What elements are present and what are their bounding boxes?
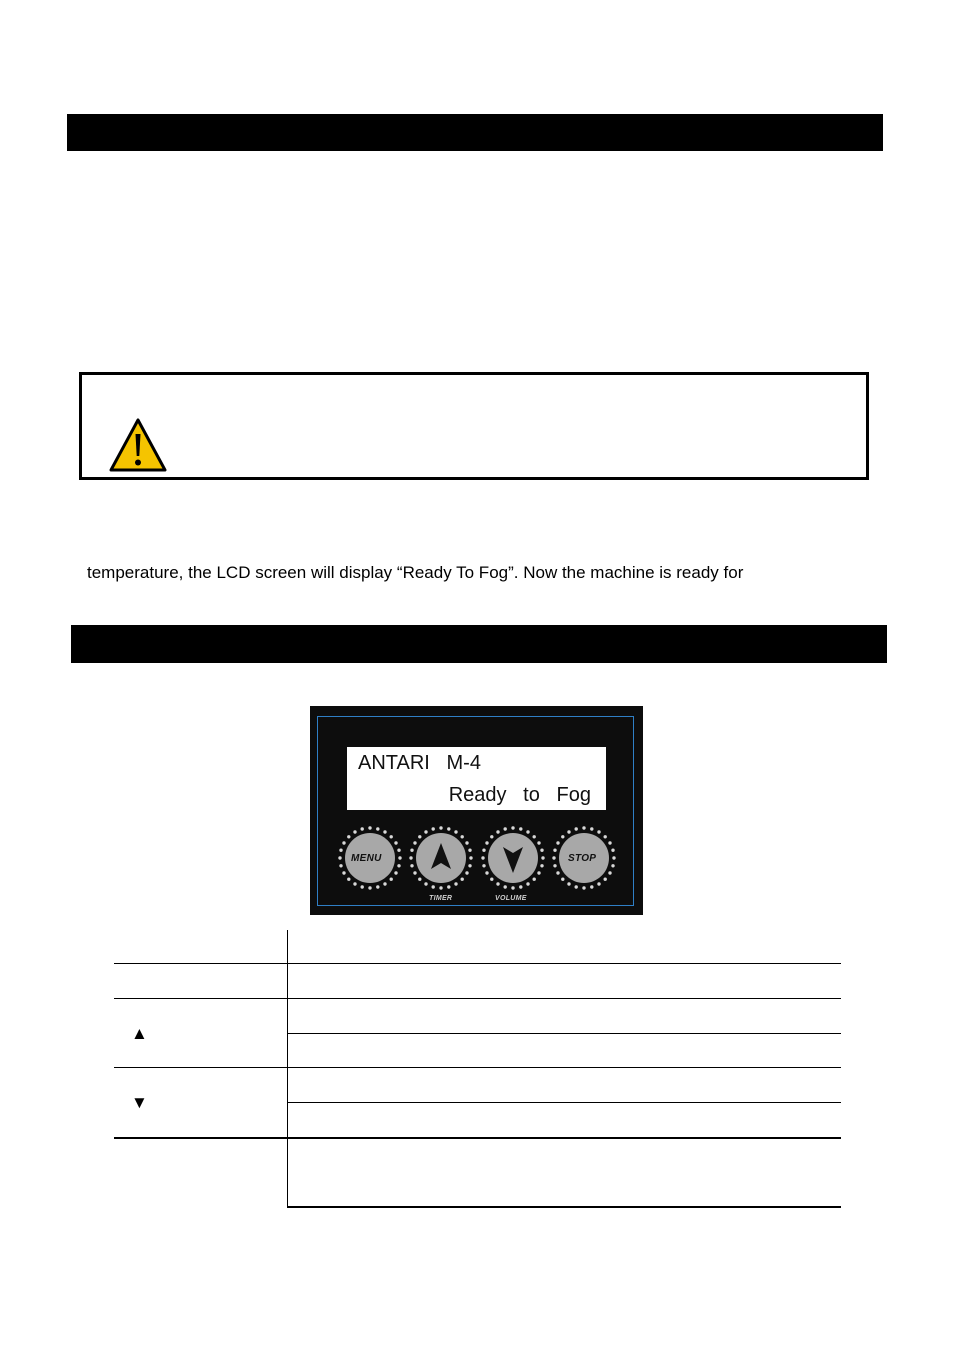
volume-label: VOLUME bbox=[495, 895, 527, 902]
control-panel-image bbox=[310, 706, 643, 915]
up-timer-button bbox=[408, 825, 474, 891]
menu-button-label: MENU bbox=[351, 853, 382, 864]
body-paragraph: temperature, the LCD screen will display “Ready To Fog”. Now the machine is ready for bbox=[87, 563, 744, 582]
warning-triangle-icon bbox=[108, 417, 168, 473]
table-rule bbox=[288, 1102, 841, 1103]
table-rule bbox=[114, 1067, 841, 1068]
table-rule bbox=[288, 1033, 841, 1034]
table-rule bbox=[114, 963, 841, 964]
table-rule bbox=[114, 1137, 841, 1139]
table-rule bbox=[114, 998, 841, 999]
section-header-bar bbox=[71, 625, 887, 663]
arrow-down-icon: ▼ bbox=[131, 1093, 148, 1112]
timer-label: TIMER bbox=[429, 895, 453, 902]
lcd-line-2: Ready to Fog bbox=[448, 784, 591, 806]
warning-box bbox=[79, 372, 869, 480]
down-volume-button bbox=[480, 825, 546, 891]
arrow-up-icon: ▲ bbox=[131, 1024, 148, 1043]
table-divider bbox=[287, 930, 288, 1208]
lcd-line-1: ANTARI M-4 bbox=[358, 752, 481, 774]
stop-button-label: STOP bbox=[568, 853, 597, 864]
section-header-bar bbox=[67, 114, 883, 151]
lcd-screen bbox=[347, 747, 606, 810]
table-rule bbox=[287, 1206, 841, 1208]
